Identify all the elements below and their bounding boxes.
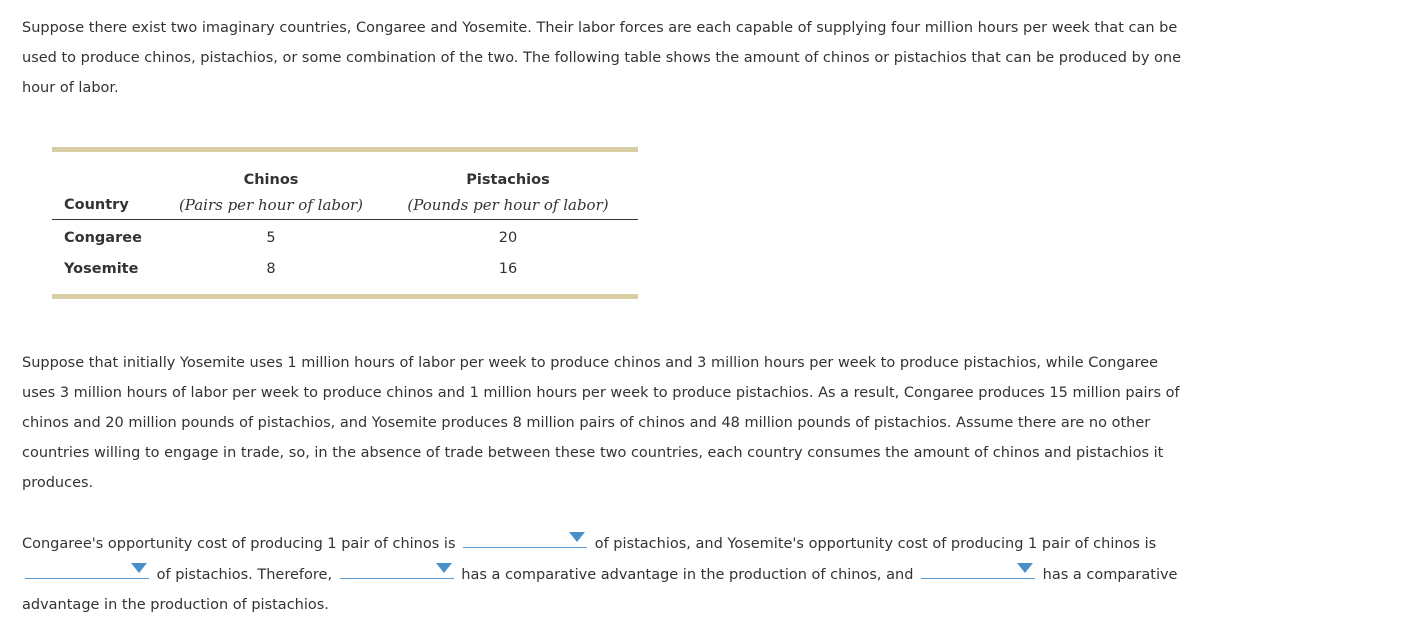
table-row: [52, 254, 638, 294]
question-text-5: has a comparative advantage in the production of pistachios.: [22, 567, 1178, 613]
chevron-down-icon: [436, 563, 452, 573]
question-text-2: of pistachios, and Yosemite's opportunity cost of producing 1 pair of chinos is: [590, 536, 1157, 552]
question-text-3: of pistachios. Therefore,: [152, 567, 337, 583]
chevron-down-icon: [569, 532, 585, 542]
row-pistachios: 20: [498, 230, 518, 246]
pistachios-advantage-dropdown[interactable]: [921, 559, 1035, 579]
congaree-opportunity-cost-dropdown[interactable]: [463, 528, 587, 548]
row-pistachios: 16: [498, 261, 518, 277]
row-country: Yosemite: [64, 261, 139, 277]
row-chinos: 5: [266, 230, 276, 246]
row-chinos: 8: [266, 261, 276, 277]
chinos-advantage-dropdown[interactable]: [340, 559, 454, 579]
question-paragraph: [22, 528, 1182, 620]
header-blank: [52, 152, 164, 192]
scenario-paragraph: Suppose that initially Yosemite uses 1 million hours of labor per week to produce chinos and 3 million hours per week to produce pistachios, while Congaree uses 3 million hours of labor per week to produce chinos and 1 million hours per week to produce pistachios. As a result, Congaree produces 15 million pairs of chinos and 20 million pounds of pistachios, and Yosemite produces 8 million pairs of chinos and 48 million pounds of pistachios. Assume there are no other countries willing to engage in trade, so, in the absence of trade between these two countries, each country consumes the amount of chinos and pistachios it produces.: [22, 355, 1180, 491]
question-text-4: has a comparative advantage in the production of chinos, and: [456, 567, 919, 583]
header-country: Country: [52, 192, 164, 220]
production-table: [52, 147, 638, 299]
row-country: Congaree: [64, 230, 142, 246]
header-pistachios: Pistachios: [466, 172, 550, 188]
chevron-down-icon: [131, 563, 147, 573]
table-row: [52, 220, 638, 255]
yosemite-opportunity-cost-dropdown[interactable]: [25, 559, 149, 579]
question-text-1: Congaree's opportunity cost of producing 1 pair of chinos is: [22, 536, 461, 552]
intro-paragraph: Suppose there exist two imaginary countries, Congaree and Yosemite. Their labor forces are each capable of supplying four million hours per week that can be used to produce chinos, pistachios, or some combination of the two. The following table shows the amount of chinos or pistachios that can be produced by one hour of labor.: [22, 20, 1182, 96]
header-pistachios-units: (Pounds per hour of labor): [378, 192, 638, 220]
header-chinos: Chinos: [243, 172, 299, 188]
chevron-down-icon: [1017, 563, 1033, 573]
header-chinos-units: (Pairs per hour of labor): [164, 192, 378, 220]
table-bottom-bar: [52, 294, 638, 299]
